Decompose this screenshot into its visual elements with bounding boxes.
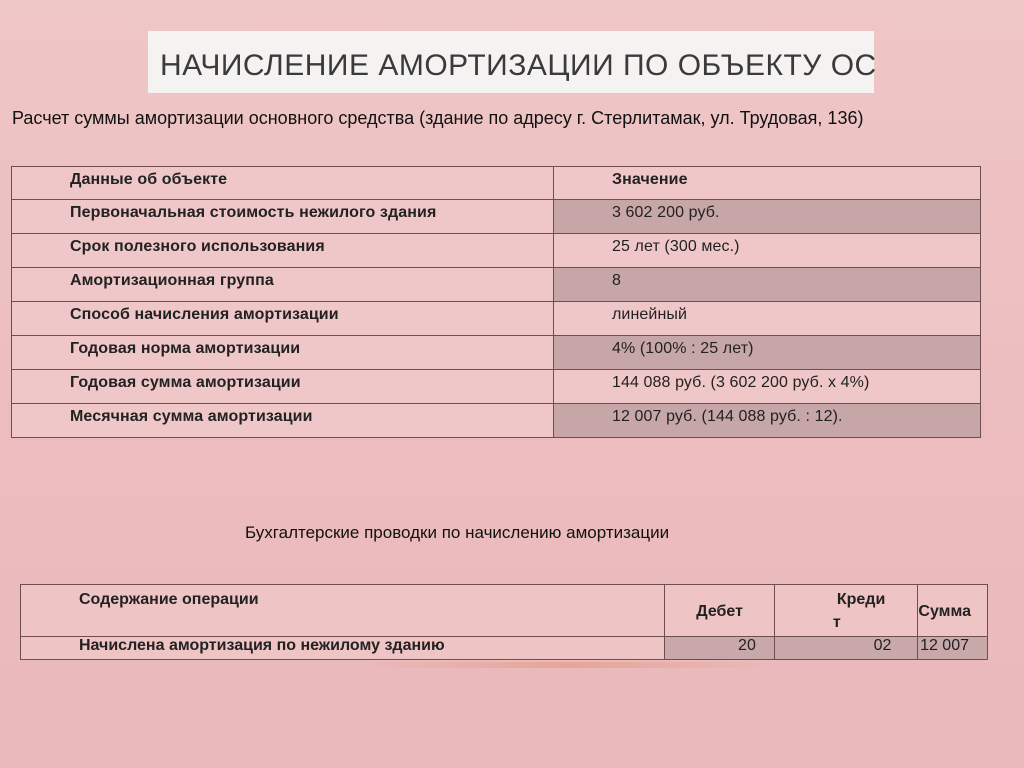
header-debit: Дебет: [665, 585, 775, 637]
table-header-row: [21, 585, 988, 637]
row-label: Годовая норма амортизации: [12, 336, 554, 370]
row-label: Месячная сумма амортизации: [12, 404, 554, 438]
row-value: 3 602 200 руб.: [554, 200, 981, 234]
row-value: 4% (100% : 25 лет): [554, 336, 981, 370]
row-label: Первоначальная стоимость нежилого здания: [12, 200, 554, 234]
row-value: 144 088 руб. (3 602 200 руб. х 4%): [554, 370, 981, 404]
table-row: [12, 302, 981, 336]
table-row: [12, 234, 981, 268]
calculation-subtitle: Расчет суммы амортизации основного средства (здание по адресу г. Стерлитамак, ул. Трудовая, 136): [12, 108, 864, 128]
entry-amount: 12 007: [918, 637, 988, 660]
page-title: НАЧИСЛЕНИЕ АМОРТИЗАЦИИ ПО ОБЪЕКТУ ОС: [160, 49, 877, 82]
entry-debit: 20: [665, 637, 775, 660]
decorative-underline: [360, 662, 780, 668]
header-operation: Содержание операции: [21, 585, 665, 637]
row-value: 25 лет (300 мес.): [554, 234, 981, 268]
row-value: 12 007 руб. (144 088 руб. : 12).: [554, 404, 981, 438]
row-label: Годовая сумма амортизации: [12, 370, 554, 404]
table-header-row: [12, 167, 981, 200]
object-data-table: [11, 166, 981, 438]
entries-section-title: Бухгалтерские проводки по начислению амортизации: [245, 523, 670, 542]
row-label: Амортизационная группа: [12, 268, 554, 302]
row-value: линейный: [554, 302, 981, 336]
table-row: [12, 336, 981, 370]
title-box: [148, 31, 877, 93]
row-label: Способ начисления амортизации: [12, 302, 554, 336]
entry-credit: 02: [774, 637, 918, 660]
header-cell-label: Данные об объекте: [12, 167, 554, 200]
table-row: [12, 404, 981, 438]
table-row: [12, 370, 981, 404]
table-row: [12, 200, 981, 234]
table-row: [21, 637, 988, 660]
header-amount: Сумма: [918, 585, 988, 637]
row-value: 8: [554, 268, 981, 302]
entry-operation: Начислена амортизация по нежилому зданию: [21, 637, 665, 660]
accounting-entries-table: [20, 584, 988, 660]
row-label: Срок полезного использования: [12, 234, 554, 268]
table-row: [12, 268, 981, 302]
header-cell-value: Значение: [554, 167, 981, 200]
header-credit: Креди т: [774, 585, 918, 637]
